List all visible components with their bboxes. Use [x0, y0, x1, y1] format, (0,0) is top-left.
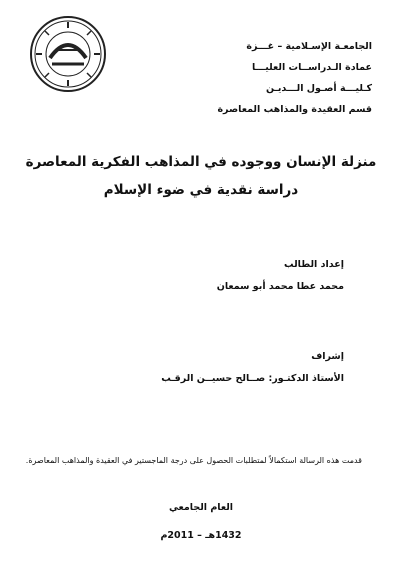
academic-year-label: العام الجامعي [168, 502, 234, 513]
thesis-title-line-2: دراسة نقدية في ضوء الإسلام [103, 182, 299, 198]
academic-year-section [0, 494, 402, 550]
supervisor-name: الأستاذ الدكتـور: صــالح حسيــن الرقـب [161, 373, 344, 384]
academic-year-value: 1432هـ – 2011م [160, 530, 242, 541]
thesis-title [20, 148, 382, 204]
student-label: إعداد الطالب [284, 259, 344, 270]
university-name: الجامعـة الإسـلامية – غـــزة [246, 41, 372, 52]
thesis-submission-note: قدمت هذه الرسالة استكمالاً لمتطلبات الحصول على درجة الماجستير في العقيدة والمذاهب المعاصرة. [25, 456, 362, 465]
institution-header [202, 36, 372, 120]
faculty-name: كـليـــة أصـول الـــديـن [266, 83, 372, 94]
supervisor-label: إشراف [311, 351, 344, 362]
university-seal-icon [28, 14, 108, 94]
thesis-title-line-1: منزلة الإنسان ووجوده في المذاهب الفكرية المعاصرة [25, 154, 377, 170]
student-section [217, 254, 344, 298]
supervisor-section [161, 346, 344, 390]
department-name: قسم العقيدة والمذاهب المعاصرة [217, 104, 372, 115]
student-name: محمد عطا محمد أبو سمعان [216, 281, 344, 292]
deanship-name: عمادة الـدراســات العليـــا [251, 62, 372, 73]
